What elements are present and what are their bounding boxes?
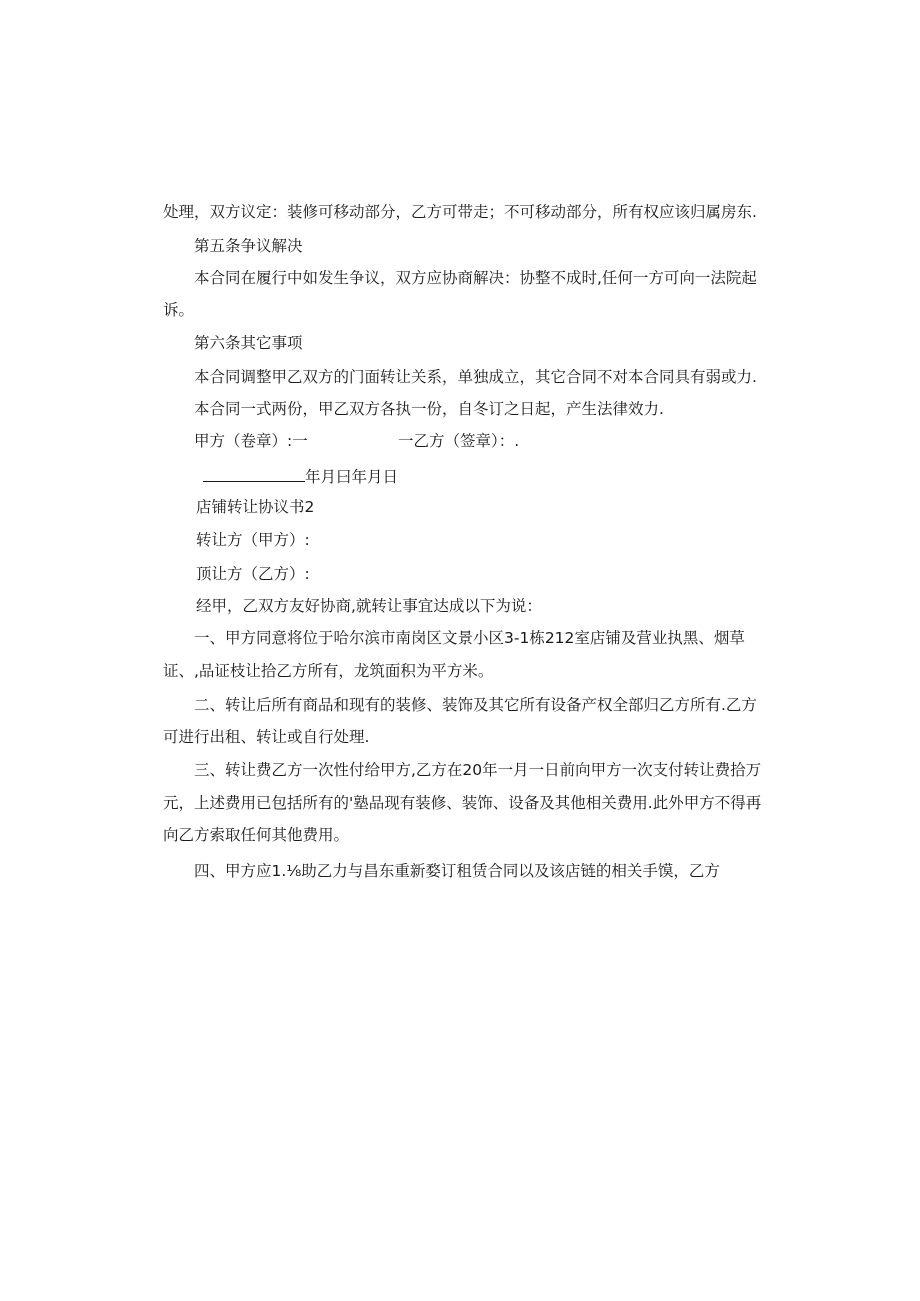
text-line: 向乙方索取任何其他费用。 — [163, 826, 350, 844]
transferor-label: 转让方（甲方）: — [196, 531, 310, 549]
clause-2: 二、转让后所有商品和现有的装修、装饰及其它所有设备产权全部归乙方所有.乙方 — [194, 696, 757, 714]
section-heading: 第五条争议解决 — [194, 237, 303, 255]
text-line: 证、,品证枝让拾乙方所有，龙筑面积为平方米。 — [163, 662, 494, 680]
text-line: 可进行出租、转让或自行处理. — [163, 728, 370, 746]
clause-3: 三、转让费乙方一次性付给甲方,乙方在20年一月一日前向甲方一次支付转让费拾万 — [194, 761, 762, 779]
transferee-label: 顶让方（乙方）: — [196, 565, 310, 583]
party-a-signature: 甲方（卷章）:一 — [194, 432, 308, 450]
document-title: 店铺转让协议书2 — [196, 498, 315, 516]
text-line: 经甲，乙双方友好协商,就转让事宜达成以下为说： — [196, 597, 542, 615]
date-text: 年月曰年月日 — [305, 468, 399, 486]
text-line: 本合同调整甲乙双方的门面转让关系，单独成立，其它合同不对本合同具有弱或力. — [194, 368, 757, 386]
clause-1: 一、甲方同意将位于哈尔滨市南岗区文景小区3-1栋212室店铺及营业执黑、烟草 — [194, 629, 745, 647]
clause-4: 四、甲方应1.⅛助乙力与昌东重新婺订租赁合同以及该店链的相关手馍，乙方 — [194, 862, 720, 880]
text-line: 本合同在履行中如发生争议，双方应协商解决：协整不成时,任何一方可向一法院起 — [194, 269, 757, 287]
text-line: 本合同一式两份，甲乙双方各执一份，自冬订之日起，产生法律效力. — [194, 400, 664, 418]
text-line: 处理，双方议定：装修可移动部分，乙方可带走；不可移动部分，所有权应该归属房东. — [163, 203, 757, 221]
section-heading: 第六条其它事项 — [194, 334, 303, 352]
date-blank — [203, 465, 305, 482]
date-line — [195, 465, 398, 487]
signature-row — [194, 431, 754, 451]
text-line: 元，上述费用已包括所有的'塾品现有装修、装饰、设备及其他相关费用.此外甲方不得再 — [163, 794, 762, 812]
text-line: 诉。 — [163, 301, 195, 319]
party-b-signature: 一乙方（签章）：. — [398, 432, 520, 450]
